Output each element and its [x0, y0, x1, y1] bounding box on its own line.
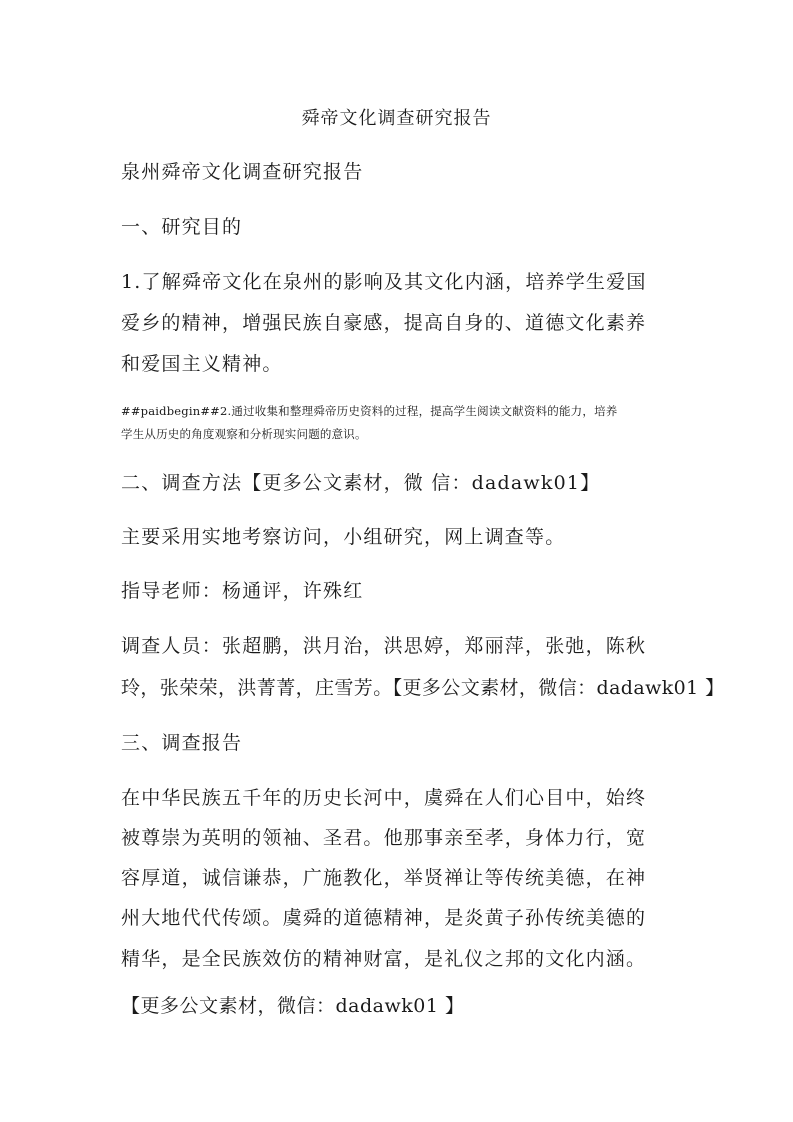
section3-heading: 三、调查报告 [121, 732, 243, 754]
section3-paragraph-line2: 被尊崇为英明的领袖、圣君。他那事亲至孝，身体力行，宽 [121, 827, 647, 849]
section1-item1-line2: 爱乡的精神，增强民族自豪感，提高自身的、道德文化素养 [121, 312, 647, 334]
section1-item1-line3: 和爱国主义精神。 [121, 353, 283, 375]
section2-members-line2: 玲，张荣荣，洪菁菁，庄雪芳。【更多公文素材，微信：dadawk01 】 [121, 677, 725, 699]
section2-advisors: 指导老师：杨通评，许殊红 [121, 580, 364, 602]
section2-method: 主要采用实地考察访问，小组研究，网上调查等。 [121, 526, 566, 548]
section3-paragraph-line3: 容厚道，诚信谦恭，广施教化，举贤禅让等传统美德，在神 [121, 867, 647, 889]
section3-paragraph-line1: 在中华民族五千年的历史长河中，虞舜在人们心目中，始终 [121, 787, 647, 809]
section1-item2-line2: 学生从历史的角度观察和分析现实问题的意识。 [121, 427, 367, 441]
section2-heading: 二、调查方法【更多公文素材，微 信：dadawk01】 [121, 472, 601, 494]
section3-paragraph-line6: 【更多公文素材，微信：dadawk01 】 [121, 995, 465, 1017]
section1-item2-line1: ##paidbegin##2.通过收集和整理舜帝历史资料的过程，提高学生阅读文献资料的能力，培养 [121, 404, 618, 418]
document-subtitle: 泉州舜帝文化调查研究报告 [121, 161, 364, 183]
document-title: 舜帝文化调查研究报告 [301, 108, 492, 129]
section3-paragraph-line4: 州大地代代传颂。虞舜的道德精神，是炎黄子孙传统美德的 [121, 907, 647, 929]
section1-item1-line1: 1.了解舜帝文化在泉州的影响及其文化内涵，培养学生爱国 [121, 271, 647, 293]
section3-paragraph-line5: 精华，是全民族效仿的精神财富，是礼仪之邦的文化内涵。 [121, 948, 647, 970]
section1-heading: 一、研究目的 [121, 216, 243, 238]
section2-members-line1: 调查人员：张超鹏，洪月治，洪思婷，郑丽萍，张弛，陈秋 [121, 635, 647, 657]
